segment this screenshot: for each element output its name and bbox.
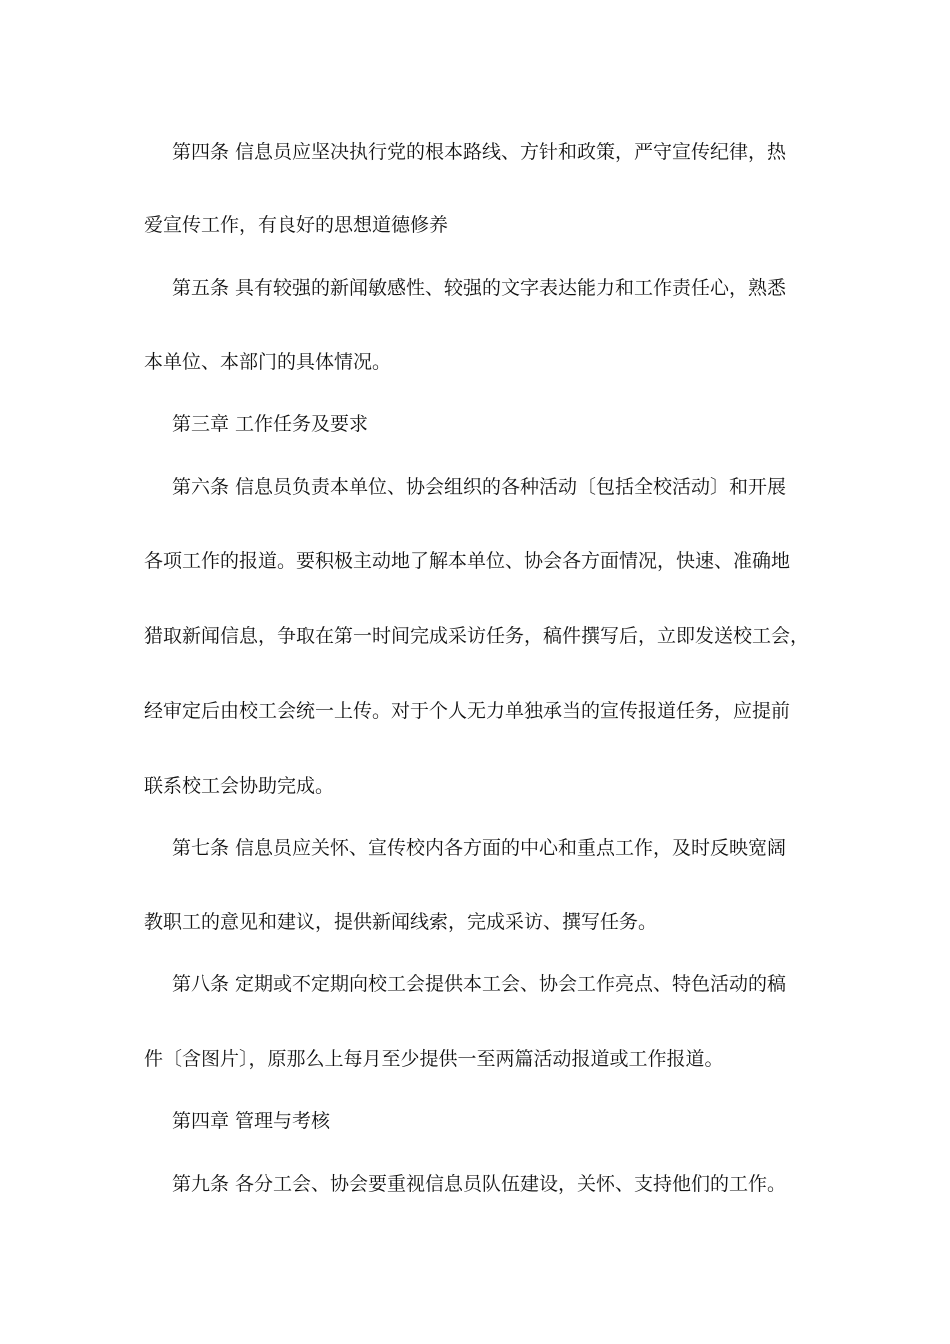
- article-4-line-2: 爱宣传工作，有良好的思想道德修养: [144, 214, 449, 236]
- article-9-line-1: 第九条 各分工会、协会要重视信息员队伍建设，关怀、支持他们的工作。: [172, 1173, 787, 1195]
- article-5-line-2: 本单位、本部门的具体情况。: [144, 351, 392, 373]
- article-5-line-1: 第五条 具有较强的新闻敏感性、较强的文字表达能力和工作责任心，熟悉: [172, 277, 787, 299]
- article-4-line-1: 第四条 信息员应坚决执行党的根本路线、方针和政策，严守宣传纪律，热: [172, 141, 787, 163]
- chapter-3-heading: 第三章 工作任务及要求: [172, 413, 369, 435]
- article-8-line-2: 件〔含图片〕，原那么上每月至少提供一至两篇活动报道或工作报道。: [144, 1048, 724, 1070]
- article-7-line-1: 第七条 信息员应关怀、宣传校内各方面的中心和重点工作，及时反映宽阔: [172, 837, 787, 859]
- article-8-line-1: 第八条 定期或不定期向校工会提供本工会、协会工作亮点、特色活动的稿: [172, 973, 787, 995]
- article-7-line-2: 教职工的意见和建议，提供新闻线索，完成采访、撰写任务。: [144, 911, 658, 933]
- article-6-line-4: 经审定后由校工会统一上传。对于个人无力单独承当的宣传报道任务，应提前: [144, 700, 791, 722]
- article-6-line-5: 联系校工会协助完成。: [144, 775, 335, 797]
- chapter-4-heading: 第四章 管理与考核: [172, 1110, 331, 1132]
- article-6-line-2: 各项工作的报道。要积极主动地了解本单位、协会各方面情况，快速、准确地: [144, 550, 791, 572]
- article-6-line-3: 猎取新闻信息，争取在第一时间完成采访任务，稿件撰写后，立即发送校工会，: [144, 625, 810, 647]
- article-6-line-1: 第六条 信息员负责本单位、协会组织的各种活动〔包括全校活动〕和开展: [172, 476, 787, 498]
